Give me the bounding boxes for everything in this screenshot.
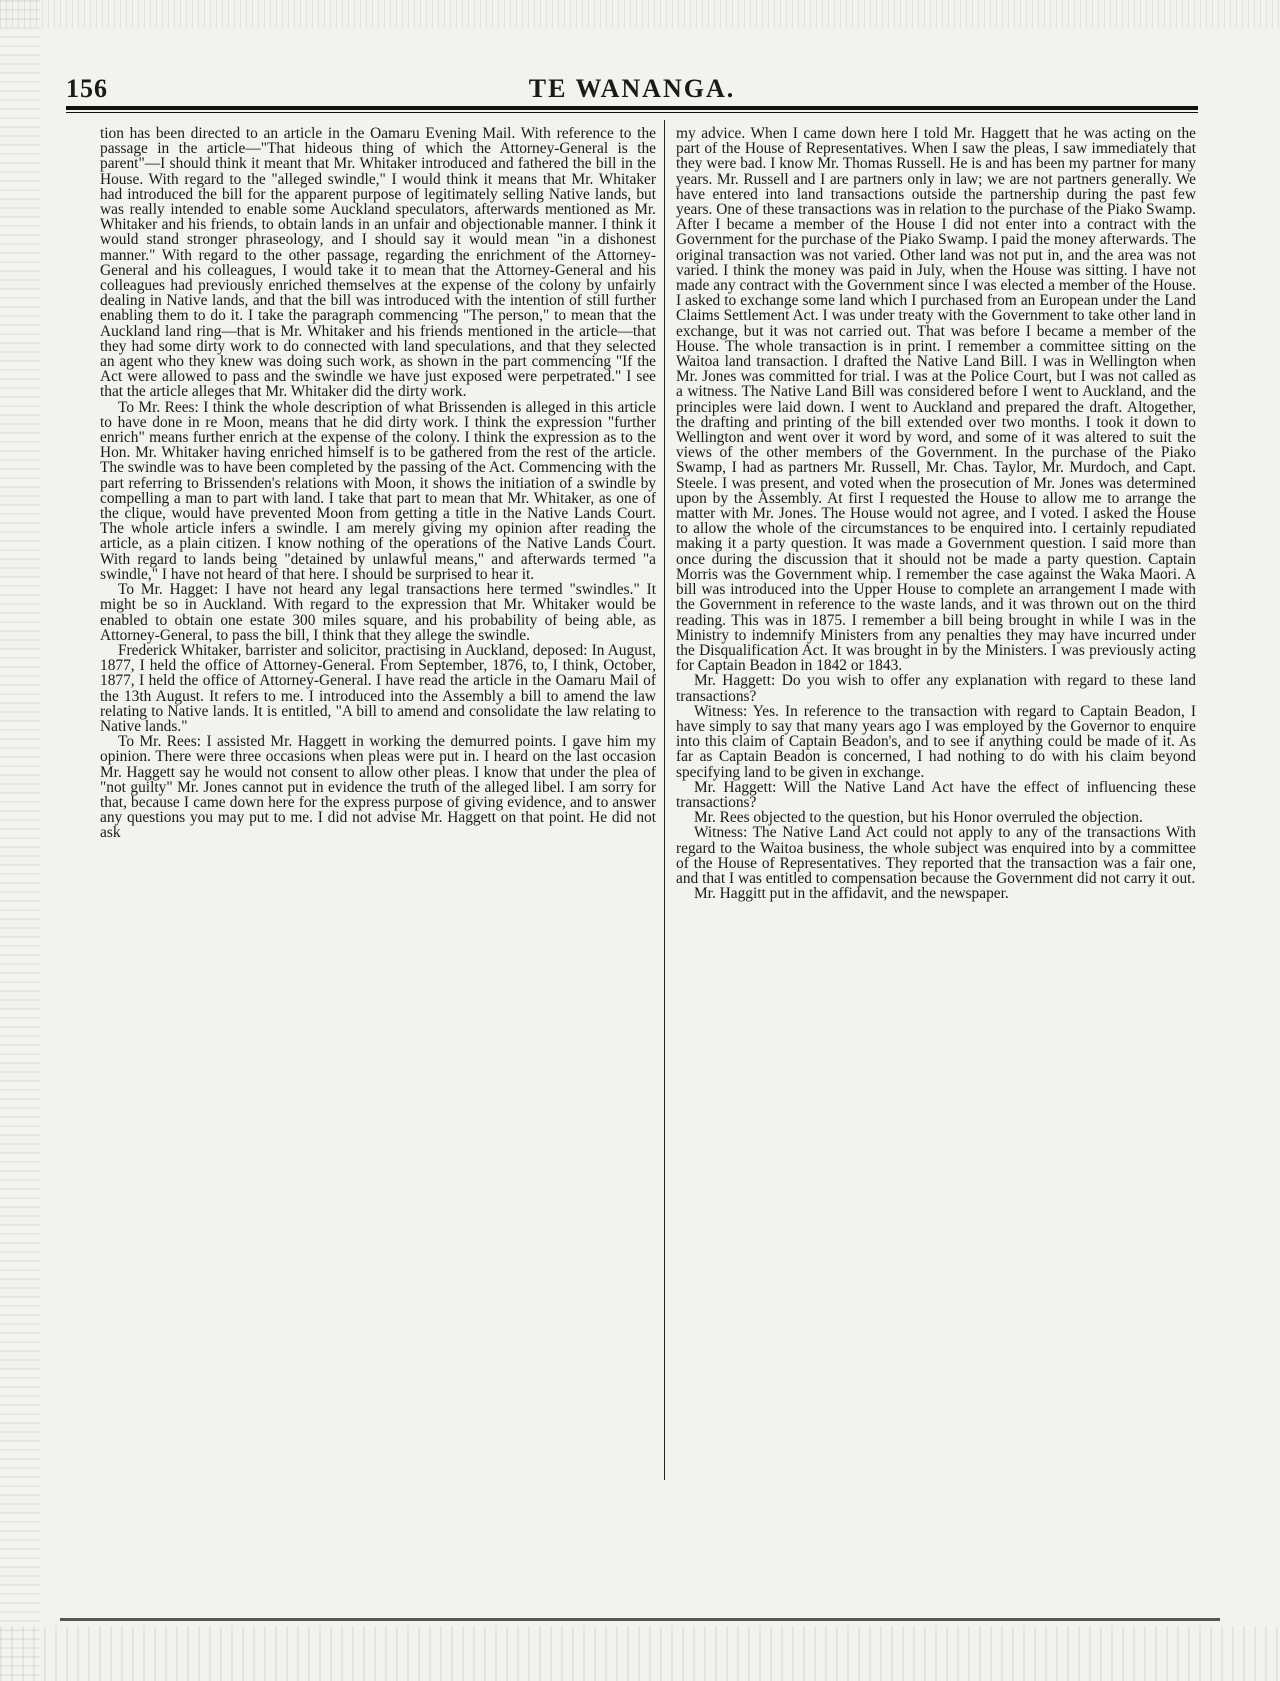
column-divider [664, 120, 665, 1480]
left-paragraph-2: To Mr. Rees: I think the whole description of what Brissenden is alleged in this article to have done in re Moon, means that he did dirty work. I think the expression "further enrich" means further enrich at the expense of the colony. I think the expression as to the Hon. Mr. Whitaker having enriched himself is to be gathered from the rest of the article. The swindle was to have been completed by the passing of the Act. Commencing with the part referring to Brissenden's relations with Moon, it shows the initiation of a swindle by compelling a man to part with land. I take that part to mean that Mr. Whitaker, as one of the clique, would have prevented Moon from getting a title in the Native Lands Court. The whole article infers a swindle. I am merely giving my opinion after reading the article, as a plain citizen. I know nothing of the operations of the Native Lands Court. With regard to lands being "detained by unlawful means," and afterwards termed "a swindle," I have not heard of that here. I should be surprised to hear it. [100, 398, 656, 583]
right-paragraph-6: Witness: The Native Land Act could not apply to any of the transactions With regard to the Waitoa business, the whole subject was enquired into by a committee of the House of Representatives. They reported that the transaction was a fair one, and that I was entitled to compensation because the Government did not carry it out. [676, 824, 1196, 887]
left-paragraph-1: tion has been directed to an article in the Oamaru Evening Mail. With reference to the passage in the article—"That hideous thing of which the Attorney-General is the parent"—I should think it meant that Mr. Whitaker introduced and fathered the bill in the House. With regard to the "alleged swindle," I would think it means that Mr. Whitaker had introduced the bill for the apparent purpose of legitimately selling Native lands, but was really intended to enable some Auckland speculators, afterwards mentioned as Mr. Whitaker and his friends, to obtain lands in an unfair and objectionable manner. I think it would stand stronger phraseology, and I should say it would mean "in a dishonest manner." With regard to the other passage, regarding the enrichment of the Attorney-General and his colleagues, I would take it to mean that the Attorney-General and his colleagues had previously enriched themselves at the expense of the colony by unfairly dealing in Native lands, and that the bill was introduced with the intention of still further enabling them to do it. I take the paragraph commencing "The person," to mean that the Auckland land ring—that is Mr. Whitaker and his friends mentioned in the article—that they had some dirty work to do connected with land speculations, and that they selected an agent who they knew was doing such work, as shown in the part commencing "If the Act were allowed to pass and the swindle we have just exposed were perpetrated." I see that the article alleges that Mr. Whitaker did the dirty work. [100, 126, 656, 401]
scan-noise-bottom [0, 1626, 1280, 1681]
left-paragraph-4: Frederick Whitaker, barrister and solicitor, practising in Auckland, deposed: In August, 1877, I held the office of Attorney-General. From September, 1876, to, I think, October, 1877, I held the office of Attorney-General. I have read the article in the Oamaru Mail of the 13th August. It refers to me. I introduced into the Assembly a bill to amend the law relating to Native lands. It is entitled, "A bill to amend and consolidate the law relating to Native lands." [100, 641, 656, 735]
right-paragraph-7: Mr. Haggitt put in the affidavit, and the newspaper. [694, 885, 1009, 903]
right-paragraph-3: Witness: Yes. In reference to the transaction with regard to Captain Beadon, I have simply to say that many years ago I was employed by the Governor to enquire into this claim of Captain Beadon's, and to see if anything could be made of it. As far as Captain Beadon is concerned, I had nothing to do with his claim beyond specifying land to be given in exchange. [676, 702, 1196, 781]
right-column [676, 126, 1196, 1486]
right-paragraph-2: Mr. Haggett: Do you wish to offer any explanation with regard to these land transactions? [676, 672, 1196, 705]
page-header [66, 74, 1198, 110]
header-rule-thin [66, 112, 1198, 113]
scan-noise-top [0, 0, 1280, 28]
right-paragraph-1: my advice. When I came down here I told Mr. Haggett that he was acting on the part of the House of Representatives. When I saw the pleas, I saw immediately that they were bad. I know Mr. Thomas Russell. He is and has been my partner for many years. Mr. Russell and I are partners only in law; we are not partners generally. We have entered into land transactions outside the partnership during the past few years. One of these transactions was in relation to the purchase of the Piako Swamp. After I became a member of the House I did not enter into a contract with the Government for the purchase of the Piako Swamp. I paid the money afterwards. The original transaction was not varied. Other land was not put in, and the area was not varied. I think the money was paid in July, when the House was sitting. I have not made any contract with the Government since I was elected a member of the House. I asked to exchange some land which I purchased from an European under the Land Claims Settlement Act. I was under treaty with the Government to take other land in exchange, but it was not carried out. That was before I became a member of the House. The whole transaction is in print. I remember a committee sitting on the Waitoa land transaction. I drafted the Native Land Bill. I was in Wellington when Mr. Jones was committed for trial. I was at the Police Court, but I was not called as a witness. The Native Land Bill was considered before I went to Auckland, and the principles were laid down. I went to Auckland and prepared the draft. Altogether, the drafting and printing of the bill extended over two months. I took it down to Wellington and went over it word by word, and some of it was altered to suit the views of the other members of the Government. In the purchase of the Piako Swamp, I had as partners Mr. Russell, Mr. Chas. Taylor, Mr. Murdoch, and Capt. Steele. I was present, and voted when the prosecution of Mr. Jones was determined upon by the Assembly. At first I requested the House to allow me to arrange the matter with Mr. Jones. The House would not agree, and I voted. I asked the House to allow the whole of the circumstances to be enquired into. I certainly repudiated making it a party question. It was made a Government question. I said more than once during the discussion that it should not be made a party question. Captain Morris was the Government whip. I remember the case against the Waka Maori. A bill was introduced into the Upper House to complete an arrangement I made with the Government in reference to the waste lands, and it was thrown out on the third reading. This was in 1875. I remember a bill being brought in while I was in the Ministry to indemnify Ministers from any penalties they may have incurred under the Disqualification Act. It was brought in by the Ministers. I was previously acting for Captain Beadon in 1842 or 1843. [676, 126, 1196, 675]
left-paragraph-5: To Mr. Rees: I assisted Mr. Haggett in working the demurred points. I gave him my opinion. There were three occasions when pleas were put in. I heard on the last occasion Mr. Haggett say he would not consent to allow other pleas. I know that under the plea of "not guilty" Mr. Jones cannot put in evidence the truth of the alleged libel. I am sorry for that, because I came down here for the express purpose of giving evidence, and to answer any questions you may put to me. I did not advise Mr. Haggett on that point. He did not ask [100, 733, 656, 842]
scan-noise-left [0, 0, 40, 1681]
masthead-title: TE WANANGA. [528, 74, 736, 103]
left-paragraph-3: To Mr. Hagget: I have not heard any legal transactions here termed "swindles." It might be so in Auckland. With regard to the expression that Mr. Whitaker would be enabled to obtain one estate 300 miles square, and his probability of being able, as Attorney-General, to pass the bill, I think that they allege the swindle. [100, 581, 656, 644]
right-paragraph-4: Mr. Haggett: Will the Native Land Act have the effect of influencing these transactions? [676, 778, 1196, 811]
right-paragraph-5: Mr. Rees objected to the question, but his Honor overruled the objection. [694, 809, 1143, 827]
left-column [100, 126, 656, 1486]
footer-rule [60, 1618, 1220, 1621]
page-number: 156 [66, 74, 108, 103]
header-rule [66, 106, 1198, 110]
